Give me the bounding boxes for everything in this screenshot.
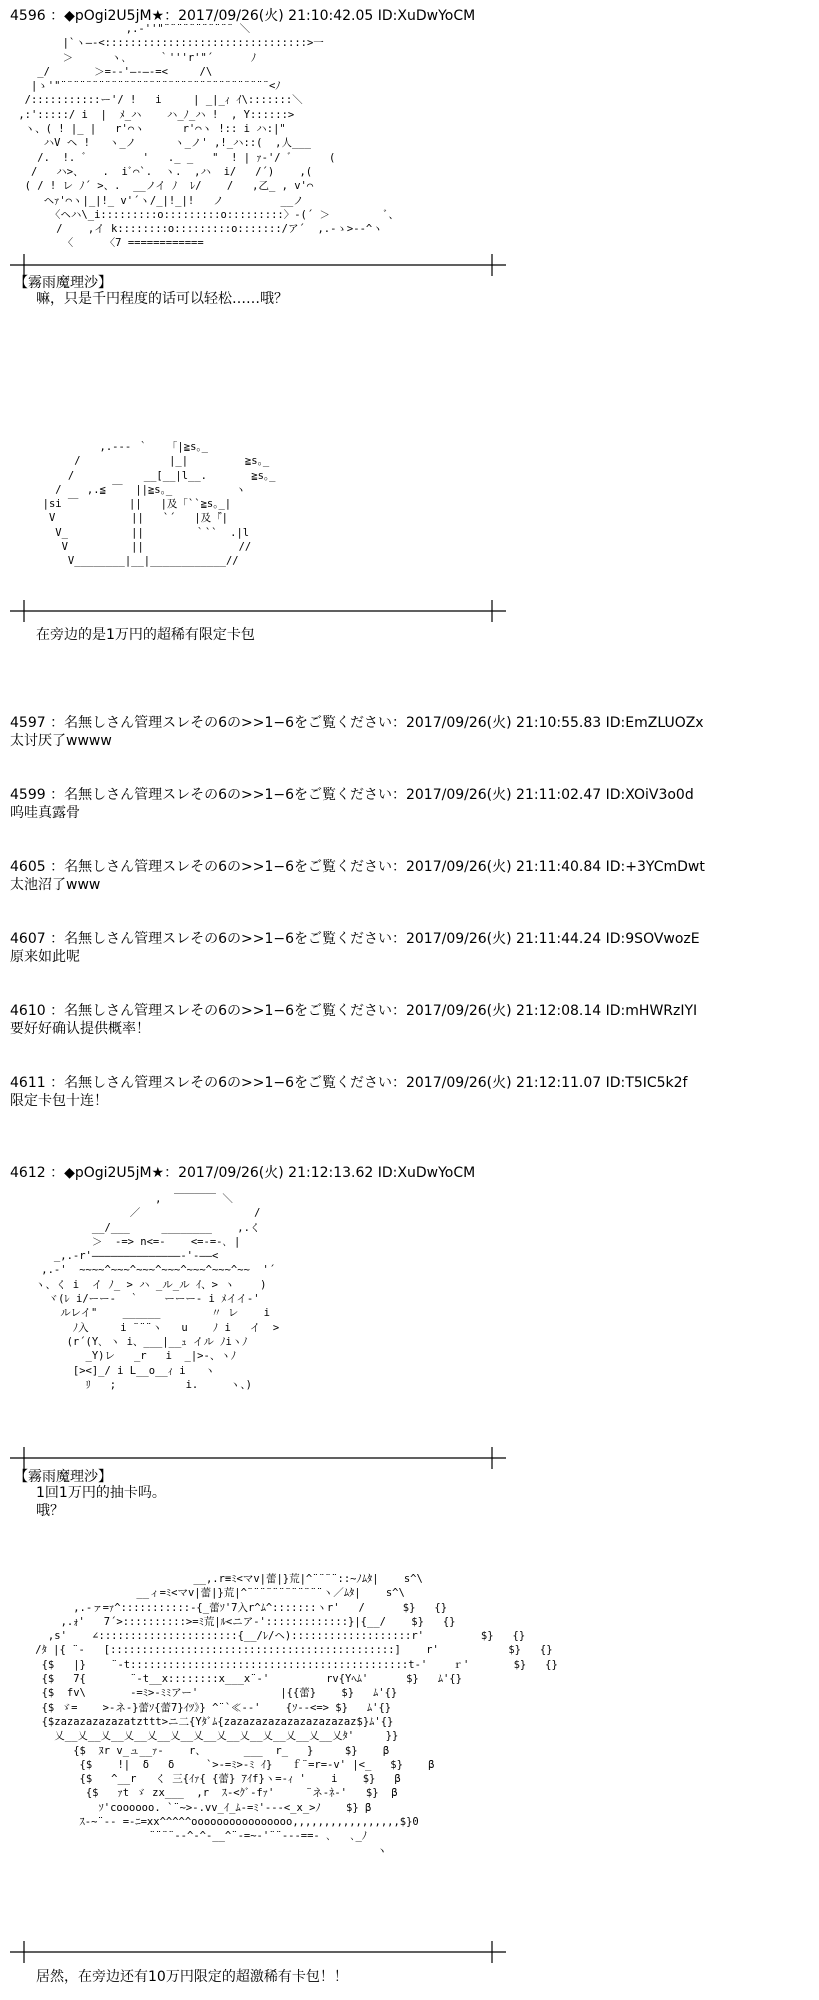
reply-text-4607: 原来如此呢 — [10, 949, 80, 965]
reply-header-4605: 4605 ：名無しさん管理スレその6の>>1−6をご覧ください：2017/09/26(火) 21:11:40.84 ID:+3YCmDwt — [10, 859, 705, 875]
reply-text-4599: 呜哇真露骨 — [10, 805, 80, 821]
reply-text-4597: 太讨厌了wwww — [10, 733, 112, 749]
reply-header-4597: 4597 ：名無しさん管理スレその6の>>1−6をご覧ください：2017/09/26(火) 21:10:55.83 ID:EmZLUOZx — [10, 715, 704, 731]
dialogue-line-2a: 1回1万円的抽卡吗。 — [36, 1485, 166, 1501]
speaker-label-2: 【霧雨魔理沙】 — [14, 1469, 112, 1485]
reply-header-4610: 4610 ：名無しさん管理スレその6の>>1−6をご覧ください：2017/09/26(火) 21:12:08.14 ID:mHWRzIYI — [10, 1003, 698, 1019]
ascii-art-card-pack-2: __,.r≡ﾐ<マv|蕾|}荒|^¨¨¨¨::~ﾉﾑﾀ| s^\ __ィ=ﾐ<マv|蕾|}荒|^¨¨¨¨¨¨¨¨¨¨¨¨ヽ／ﾑﾀ| s^\ ,.-ァ=ｧ^:::::::::::-{_蕾ｿ'7入r^ﾑ^:::::::ヽr' / $} {} ,.ｫ' 7´>::::::::::>=ﾐ荒|ﾙ<ニア-':::::::::::::}|{__/ $} {} ,s' ∠::::::::::::::::::::::{__/ﾚ/ヘ):::::::::::::::::::r' $} {} /ﾀ |{ ¨‐ [:::::::::::::::::::::::::::::::::::::::::::::] r' $} {} {$ |} ¨‐t::::::::::::::::::::::::::::::::::::::::::::t‐' ｒ' $} {} {$ 7{ ¨‐t__x::::::::x___x¨‐' rv{Yﾍﾑ' $} ﾑ'{} {$ fv\ -=ﾐ>-ﾐﾐアー' |{{蕾} $} ﾑ'{} {$ ゞ= >-ネ-}蕾ｿ{蕾7}ｲﾂ》} ^¨`≪-‐' {ｿ-‐<=> $} ﾑ'{} {$zazazazazazatzttt>ニ二{Yﾀﾞﾑ{zazazazazazazazazazaz$}ﾑ'{} 乂__乂__乂__乂__乂__乂__乂__乂__乂__乂__乂__乂__乂ﾀ' }} {$ ﾇr v_ュ__ｧ- r、 ___ r_ } $} β {$ !| δ δ `>-=ﾐ>-ﾐ ｲ} ｆ¨=r=-v' |<_ $} β {$ ^__r く 三{ｲｧ{ {蕾} ｱｲf}ヽ=-ｨ ' i $} β {$ ｧt ゞ zx___ ,r ｽ-<ｸﾞ-fｧ' ¨ネ-ﾈ-' $} β ｿ'coooooo. `¨~>-.vv_ｲ_ﾑ-=ﾐ'-‐-<_x_>ﾉ $} β ｽ-~¨-- =-ﾆ=xx^^^^^oooooooooooooooo,,,,,,,,,,,,,,,,,$}0 ¨¨¨¨-‐^-^-__^¨‐=~-'¨¨‐-‐==- ､ ､_ﾉ ヽ — [35, 1573, 558, 1857]
ascii-art-marisa-1: ,.-''"¨¨¨¨¨¨¨¨¨¨¨ ＼ |`ヽ―‐<::::::::::::::::::::::::::::::::>一 ＞ ヽ､ ｀'''r'"´ ﾉ _/ ＞=-‐'―‐―‐=< /\ |ゝ'"¨¨¨¨¨¨¨¨¨¨¨¨¨¨¨¨¨¨¨¨¨¨¨¨¨¨¨¨¨¨¨¨¨<ﾉ /:::::::::::ー'/ ! i | _|_ｨ ｲ\:::::::＼ ,:':::::/ i | ﾒ_ハ ハ_ﾉ_ハ ! , Y::::::> ヽ、( ! |_ | r'⌒ヽ r'⌒ヽ !:: i ハ:|" ハV ヘ ! ヽ_ノ ヽ_ノ' ,!_ハ::( ,人___ /. !. ゛ ' ._ _ " ! | ｧ‐'/ ゛ ( / ハ>、 . iﾞ⌒`. ヽ. ,ハ i/ /´) ,( ( / ! レ ﾉ´ >、. __ノイ ﾉ ﾚ/ / ,乙_ , v'⌒ ヘｧ'⌒ヽ|_|!_ v'´ヽ/_|!_|! ノ __ノ 〈ヘハ\_i:::::::::o:::::::::o:::::::::〉-(´ ＞ ﾞ、 / ,イ k::::::::o:::::::::o:::::::/ア´ ,.-ゝ>-‐^ヽ 〈 〈7 ============ — [18, 23, 400, 250]
reply-text-4610: 要好好确认提供概率！ — [10, 1021, 150, 1037]
divider-2 — [10, 600, 510, 622]
reply-text-4611: 限定卡包十连！ — [10, 1093, 108, 1109]
narration-caption-1: 在旁边的是1万円的超稀有限定卡包 — [36, 627, 255, 643]
ascii-art-card-pack-1: ,.-‐‐ ｀ 「|≧s｡_ / |_| ≧s｡_ / __[__|l__. ≧s｡_ / ,.≦ ￣ ||≧s｡_ ヽ |si ￣ || |及「``≧s｡_| V || `´ |及「゙| V_ || ｀`` .|l V || // V________|__|____________// — [42, 441, 276, 568]
reply-header-4607: 4607 ：名無しさん管理スレその6の>>1−6をご覧ください：2017/09/26(火) 21:11:44.24 ID:9SOVwozE — [10, 931, 700, 947]
speaker-label-1: 【霧雨魔理沙】 — [14, 275, 112, 291]
post-header-4596: 4596 ：◆pOgi2U5jM★：2017/09/26(火) 21:10:42.05 ID:XuDwYoCM — [10, 8, 476, 24]
post-header-4612: 4612 ：◆pOgi2U5jM★：2017/09/26(火) 21:12:13.62 ID:XuDwYoCM — [10, 1165, 476, 1181]
reply-header-4611: 4611 ：名無しさん管理スレその6の>>1−6をご覧ください：2017/09/26(火) 21:12:11.07 ID:T5IC5k2f — [10, 1075, 688, 1091]
dialogue-line-2b: 哦？ — [36, 1503, 64, 1519]
reply-header-4599: 4599 ：名無しさん管理スレその6の>>1−6をご覧ください：2017/09/26(火) 21:11:02.47 ID:XOiV3o0d — [10, 787, 694, 803]
narration-caption-2: 居然，在旁边还有10万円限定的超激稀有卡包！！ — [36, 1969, 348, 1985]
divider-4 — [10, 1941, 510, 1963]
dialogue-line-1: 嘛，只是千円程度的话可以轻松……哦？ — [36, 291, 288, 307]
ascii-art-marisa-2: , ￣￣￣￣ ＼ ／ / __/___ ________ ,.く ＞ -=> n<=- <=-=-､ | _,.-r'――――――――――――――-'-――< ,.‐' ~~~~^~~~^~~~^~~~^~~~^~~~^~~ '´ ヽ、く i イ ﾉ_ > ハ _ル_ル ｲ、> ヽ ) ヾ(ﾚ i/ーー‐ ｀ ーーー‐ i ﾒイイ‐' ルレイ" ______ 〃 レ i ﾉ入 i ¨¨¨ヽ u ﾉ i イ > (r´(Y､ ヽ i、___|__ｭ イル ﾉiヽﾉ _Y)レ _r i _|>-、ヽﾉ [><]_/ i L__o__ｨ i ヽ ﾘ ; i. ヽ、) — [34, 1193, 280, 1391]
reply-text-4605: 太池沼了www — [10, 877, 101, 893]
